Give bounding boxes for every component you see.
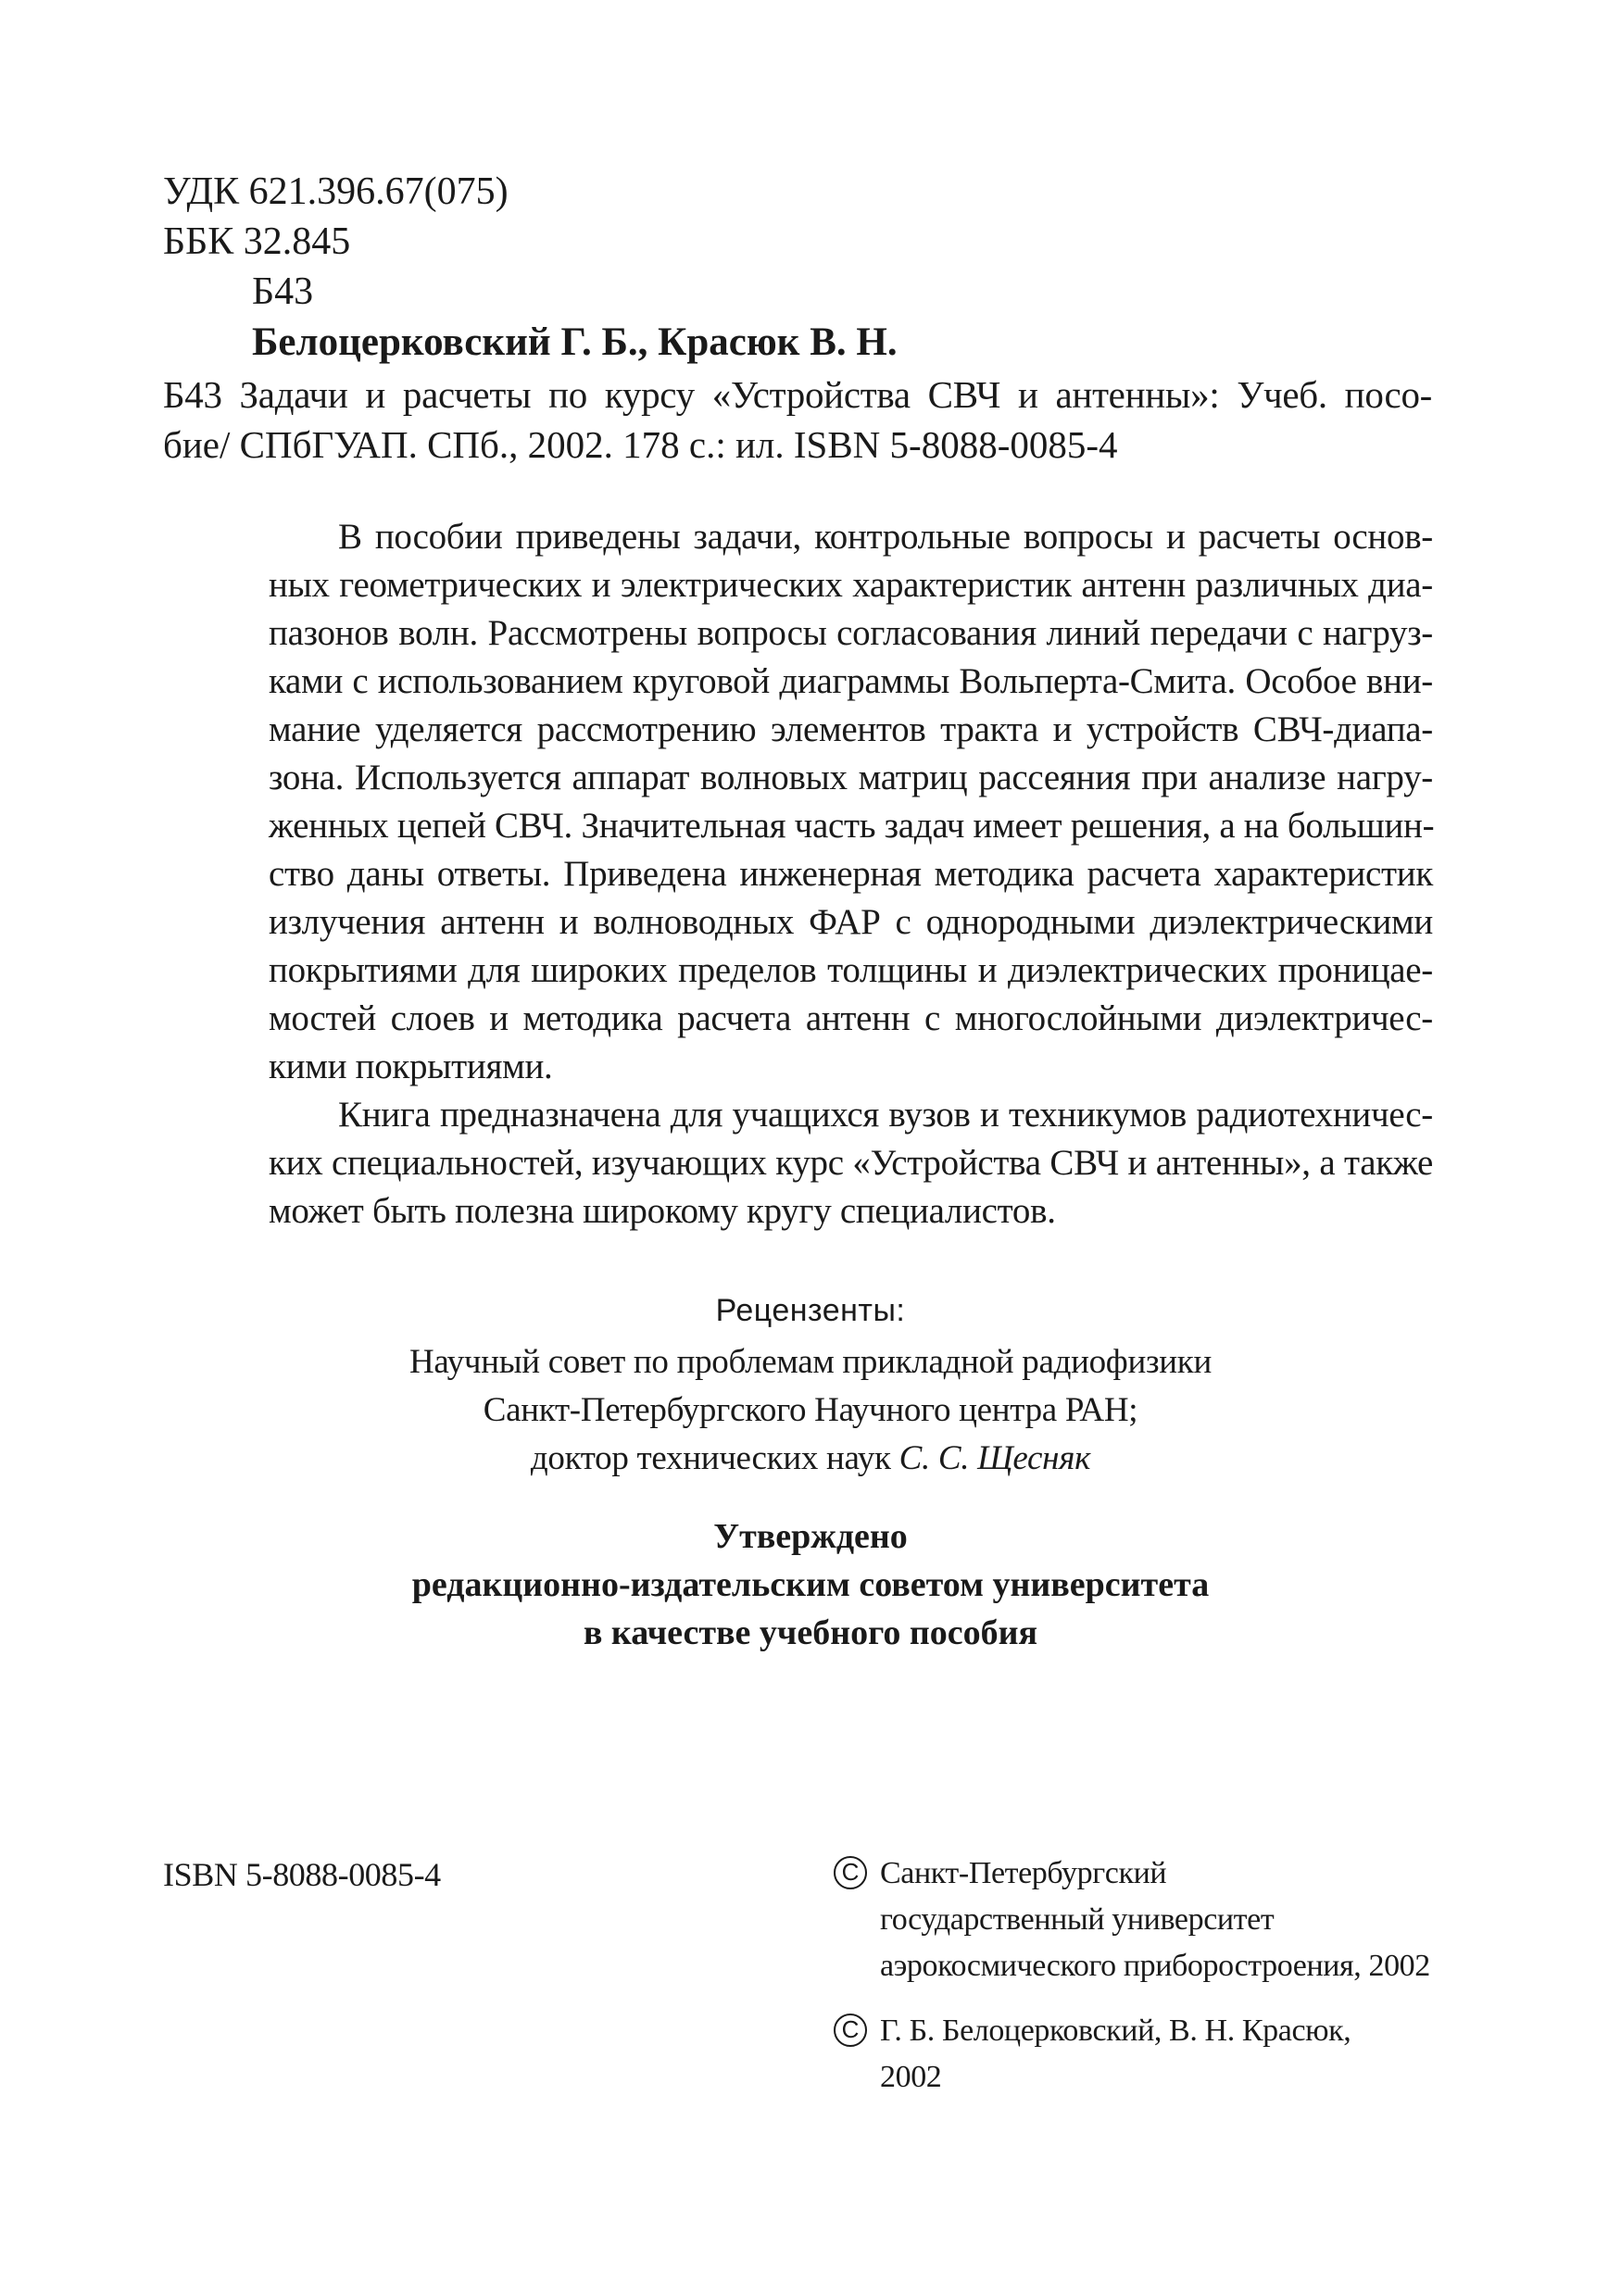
abstract-line: кими покрытиями.	[269, 1047, 553, 1086]
bibliographic-line-2: бие/ СПбГУАП. СПб., 2002. 178 с.: ил. ISBN 5-8088-0085-4	[163, 423, 1118, 466]
bbk-code: ББК 32.845	[163, 220, 351, 263]
reviewers-line	[0, 1441, 1621, 1475]
authors: Белоцерковский Г. Б., Красюк В. Н.	[252, 320, 898, 364]
bibliographic-line-1: Б43 Задачи и расчеты по курсу «Устройства СВЧ и антенны»: Учеб. посо-	[163, 373, 1432, 416]
abstract-line: В пособии приведены задачи, контрольные вопросы и расчеты основ-	[338, 517, 1433, 557]
abstract-line: зона. Используется аппарат волновых матриц рассеяния при анализе нагру-	[269, 758, 1433, 797]
copyright-authors-line: Г. Б. Белоцерковский, В. Н. Красюк,	[880, 2014, 1351, 2048]
udk-code: УДК 621.396.67(075)	[163, 170, 509, 213]
abstract-line: излучения антенн и волноводных ФАР с однородными диэлектрическими	[269, 902, 1433, 942]
copyright-holder-line: Санкт-Петербургский	[880, 1856, 1167, 1890]
reviewers-line: Санкт-Петербургского Научного центра РАН;	[483, 1391, 1138, 1429]
isbn: ISBN 5-8088-0085-4	[163, 1856, 441, 1893]
approval-heading: Утверждено	[713, 1517, 908, 1556]
abstract-line: покрытиями для широких пределов толщины и диэлектрических проницае-	[269, 950, 1433, 990]
reviewers-heading: Рецензенты:	[715, 1293, 906, 1328]
author-mark: Б43	[252, 270, 314, 313]
abstract-line: пазонов волн. Рассмотрены вопросы согласования линий передачи с нагруз-	[269, 613, 1433, 653]
abstract-line: ных геометрических и электрических характеристик антенн различных диа-	[269, 565, 1433, 605]
copyright-holder-line: аэрокосмического приборостроения, 2002	[880, 1949, 1430, 1983]
purpose-line: может быть полезна широкому кругу специалистов.	[269, 1191, 1056, 1231]
copyright-holder-line: государственный университет	[880, 1902, 1275, 1937]
approval-line: редакционно-издательским советом университета	[411, 1565, 1210, 1604]
purpose-line: Книга предназначена для учащихся вузов и техникумов радиотехничес-	[338, 1095, 1433, 1135]
reviewer-name: С. С. Щесняк	[898, 1439, 1091, 1477]
copyright-icon: C	[834, 2014, 867, 2047]
copyright-icon: C	[834, 1856, 867, 1889]
approval-line: в качестве учебного пособия	[583, 1613, 1038, 1652]
abstract-line: мание уделяется рассмотрению элементов тракта и устройств СВЧ-диапа-	[269, 709, 1433, 749]
abstract-line: ство даны ответы. Приведена инженерная методика расчета характеристик	[269, 854, 1433, 894]
reviewer-title: доктор технических наук	[530, 1439, 899, 1477]
abstract-line: мостей слоев и методика расчета антенн с многослойными диэлектричес-	[269, 998, 1433, 1038]
copyright-authors-line: 2002	[880, 2060, 942, 2094]
abstract-line: ками с использованием круговой диаграммы Вольперта-Смита. Особое вни-	[269, 661, 1433, 701]
abstract-line: женных цепей СВЧ. Значительная часть задач имеет решения, а на большин-	[269, 806, 1435, 846]
reviewers-line: Научный совет по проблемам прикладной радиофизики	[409, 1343, 1212, 1381]
purpose-line: ких специальностей, изучающих курс «Устройства СВЧ и антенны», а также	[269, 1143, 1433, 1183]
